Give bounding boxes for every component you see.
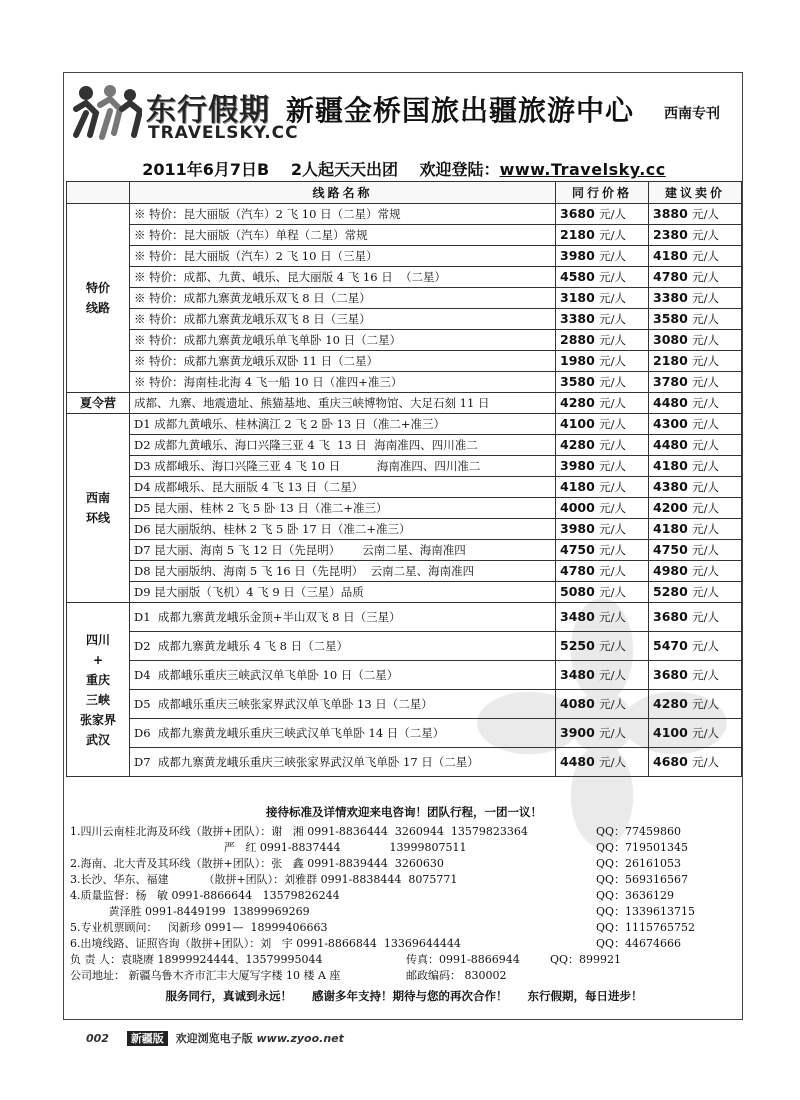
dateline <box>64 157 743 180</box>
price-value: 3380 <box>560 311 595 326</box>
table-row <box>67 748 742 777</box>
route-cell: ※ 特价：成都九寨黄龙峨乐双飞 8 日（二星） <box>130 288 556 309</box>
route-cell: ※ 特价：昆大丽版（汽车）2 飞 10 日（三星） <box>130 246 556 267</box>
price-unit: 元/人 <box>692 291 720 305</box>
suggested-price-cell <box>649 632 742 661</box>
header <box>64 73 743 153</box>
table-row <box>67 288 742 309</box>
suggested-price-cell <box>649 267 742 288</box>
price-value: 4300 <box>653 416 688 431</box>
price-value: 4780 <box>653 269 688 284</box>
price-unit: 元/人 <box>599 375 627 389</box>
contact-qq: QQ：44674666 <box>596 937 682 950</box>
peer-price-cell <box>556 540 649 561</box>
price-unit: 元/人 <box>692 543 720 557</box>
peer-price-cell <box>556 661 649 690</box>
price-unit: 元/人 <box>599 228 627 242</box>
category-cell: 西南 环线 <box>67 414 130 603</box>
table-row <box>67 414 742 435</box>
contact-qq: QQ：719501345 <box>596 841 689 854</box>
fax-info: 传真：0991-8866944 <box>406 953 520 966</box>
price-value: 4280 <box>653 696 688 711</box>
price-unit: 元/人 <box>599 459 627 473</box>
price-value: 3580 <box>653 311 688 326</box>
route-cell: 成都、九寨、地震遗址、熊猫基地、重庆三峡博物馆、大足石刻 11 日 <box>130 393 556 414</box>
route-cell: D7 成都九寨黄龙峨乐重庆三峡张家界武汉单飞单卧 17 日（二星） <box>130 748 556 777</box>
price-unit: 元/人 <box>692 333 720 347</box>
suggested-price-cell <box>649 414 742 435</box>
suggested-price-cell <box>649 351 742 372</box>
postal-code: 邮政编码： 830002 <box>406 969 507 982</box>
peer-price-cell <box>556 204 649 225</box>
price-unit: 元/人 <box>692 480 720 494</box>
price-unit: 元/人 <box>692 249 720 263</box>
price-value: 4980 <box>653 563 688 578</box>
contact-row <box>64 856 743 872</box>
route-cell: ※ 特价：成都九寨黄龙峨乐双飞 8 日（三星） <box>130 309 556 330</box>
table-row <box>67 204 742 225</box>
price-unit: 元/人 <box>599 564 627 578</box>
price-unit: 元/人 <box>599 312 627 326</box>
price-value: 3680 <box>560 206 595 221</box>
peer-price-cell <box>556 582 649 603</box>
price-value: 3480 <box>560 609 595 624</box>
price-unit: 元/人 <box>692 585 720 599</box>
contact-row <box>64 872 743 888</box>
price-value: 1980 <box>560 353 595 368</box>
contact-info: 5.专业机票顾问： 闵新珍 0991— 18999406663 <box>70 921 328 934</box>
price-unit: 元/人 <box>599 755 627 769</box>
contact-qq: QQ：569316567 <box>596 873 689 886</box>
table-row <box>67 498 742 519</box>
table-row <box>67 561 742 582</box>
price-value: 4180 <box>653 248 688 263</box>
price-value: 3080 <box>653 332 688 347</box>
contact-list <box>64 824 743 952</box>
slogan-1: 服务同行，真诚到永远！ <box>165 989 292 1003</box>
running-people-logo-icon <box>70 83 142 143</box>
price-value: 3780 <box>653 374 688 389</box>
price-unit: 元/人 <box>692 312 720 326</box>
table-row <box>67 246 742 267</box>
route-cell: ※ 特价：成都九寨黄龙峨乐单飞单卧 10 日（二星） <box>130 330 556 351</box>
price-unit: 元/人 <box>599 639 627 653</box>
price-value: 3680 <box>653 667 688 682</box>
price-unit: 元/人 <box>692 610 720 624</box>
route-cell: D8 昆大丽版纳、海南 5 飞 16 日（先昆明） 云南二星、海南准四 <box>130 561 556 582</box>
price-value: 4580 <box>560 269 595 284</box>
suggested-price-cell <box>649 603 742 632</box>
category-header <box>67 182 130 204</box>
contact-row <box>64 888 743 904</box>
table-row <box>67 540 742 561</box>
contact-info: 4.质量监督：杨 敏 0991-8866644 13579826244 <box>70 889 340 902</box>
contact-qq: QQ：1115765752 <box>596 921 696 934</box>
suggested-price-cell <box>649 748 742 777</box>
table-row <box>67 519 742 540</box>
route-cell: ※ 特价：昆大丽版（汽车）2 飞 10 日（二星）常规 <box>130 204 556 225</box>
price-value: 3480 <box>560 667 595 682</box>
page-footer <box>86 1030 344 1046</box>
price-value: 2180 <box>560 227 595 242</box>
price-unit: 元/人 <box>692 755 720 769</box>
suggested-price-cell <box>649 561 742 582</box>
peer-price-cell <box>556 351 649 372</box>
route-cell: D1 成都九黄峨乐、桂林漓江 2 飞 2 卧 13 日（准二+准三） <box>130 414 556 435</box>
address-row <box>64 968 743 984</box>
table-row <box>67 435 742 456</box>
slogan-3: 东行假期，每日进步！ <box>527 989 643 1003</box>
manager-qq: QQ：899921 <box>550 953 622 966</box>
price-unit: 元/人 <box>692 697 720 711</box>
price-value: 3580 <box>560 374 595 389</box>
suggested-price-cell <box>649 309 742 330</box>
table-row <box>67 456 742 477</box>
peer-price-cell <box>556 748 649 777</box>
price-unit: 元/人 <box>692 375 720 389</box>
price-unit: 元/人 <box>599 354 627 368</box>
contact-row <box>64 840 743 856</box>
price-value: 4750 <box>560 542 595 557</box>
contact-qq: QQ：1339613715 <box>596 905 696 918</box>
contact-info: 3.长沙、华东、福建 （散拼+团队）：刘雅群 0991-8838444 8075771 <box>70 873 458 886</box>
route-table-body <box>67 204 742 777</box>
price-value: 3900 <box>560 725 595 740</box>
contact-info: 1.四川云南桂北海及环线（散拼+团队）：谢 湘 0991-8836444 3260944 13579823364 <box>70 825 528 838</box>
table-row <box>67 309 742 330</box>
peer-price-header: 同行价格 <box>556 182 649 204</box>
route-header: 线路名称 <box>130 182 556 204</box>
manager-info: 负 责 人：袁晓赓 18999924444、13579995044 <box>70 953 323 966</box>
category-cell: 夏令营 <box>67 393 130 414</box>
suggested-price-cell <box>649 456 742 477</box>
price-value: 3380 <box>653 290 688 305</box>
price-unit: 元/人 <box>599 396 627 410</box>
suggested-price-cell <box>649 540 742 561</box>
price-value: 4280 <box>560 437 595 452</box>
edition-tag: 西南专刊 <box>664 106 720 122</box>
route-cell: D4 成都峨乐重庆三峡武汉单飞单卧 10 日（二星） <box>130 661 556 690</box>
price-value: 4180 <box>560 479 595 494</box>
contact-section <box>64 801 743 1004</box>
price-unit: 元/人 <box>692 207 720 221</box>
category-cell: 四川 + 重庆 三峡 张家界 武汉 <box>67 603 130 777</box>
category-cell: 特价 线路 <box>67 204 130 393</box>
price-unit: 元/人 <box>599 480 627 494</box>
suggested-price-cell <box>649 435 742 456</box>
peer-price-cell <box>556 225 649 246</box>
price-value: 4200 <box>653 500 688 515</box>
price-value: 4080 <box>560 696 595 711</box>
table-row <box>67 690 742 719</box>
price-value: 3680 <box>653 609 688 624</box>
price-value: 4380 <box>653 479 688 494</box>
contact-qq: QQ：3636129 <box>596 889 675 902</box>
price-unit: 元/人 <box>599 610 627 624</box>
contact-row <box>64 824 743 840</box>
peer-price-cell <box>556 632 649 661</box>
table-row <box>67 330 742 351</box>
route-cell: D2 成都九黄峨乐、海口兴隆三亚 4 飞 13 日 海南准四、四川准二 <box>130 435 556 456</box>
contact-qq: QQ：26161053 <box>596 857 682 870</box>
table-row <box>67 267 742 288</box>
route-cell: D5 昆大丽、桂林 2 飞 5 卧 13 日（准二+准三） <box>130 498 556 519</box>
route-cell: D6 成都九寨黄龙峨乐重庆三峡武汉单飞单卧 14 日（二星） <box>130 719 556 748</box>
slogan-line <box>64 988 743 1004</box>
suggested-price-header: 建议卖价 <box>649 182 742 204</box>
brand-name-en: TRAVELSKY.CC <box>148 123 299 143</box>
table-row <box>67 719 742 748</box>
price-unit: 元/人 <box>599 668 627 682</box>
route-cell: D9 昆大丽版（飞机）4 飞 9 日（三星）品质 <box>130 582 556 603</box>
contact-info: 严 红 0991-8837444 13999807511 <box>70 841 467 854</box>
suggested-price-cell <box>649 288 742 309</box>
price-value: 3180 <box>560 290 595 305</box>
peer-price-cell <box>556 288 649 309</box>
peer-price-cell <box>556 267 649 288</box>
company-address: 公司地址： 新疆乌鲁木齐市汇丰大厦写字楼 10 楼 A 座 <box>70 969 341 982</box>
table-row <box>67 582 742 603</box>
suggested-price-cell <box>649 477 742 498</box>
brand-name-cn: 东行假期 <box>146 93 270 128</box>
price-value: 4750 <box>653 542 688 557</box>
contact-info: 6.出境线路、证照咨询（散拼+团队）：刘 宇 0991-8866844 13369644444 <box>70 937 461 950</box>
peer-price-cell <box>556 372 649 393</box>
issue-date: 2011年6月7日B <box>142 160 270 179</box>
route-cell: ※ 特价：成都、九黄、峨乐、昆大丽版 4 飞 16 日 （二星） <box>130 267 556 288</box>
website-link[interactable]: www.Travelsky.cc <box>499 160 666 179</box>
price-value: 5250 <box>560 638 595 653</box>
price-unit: 元/人 <box>692 639 720 653</box>
price-value: 4180 <box>653 521 688 536</box>
price-value: 4000 <box>560 500 595 515</box>
contact-row <box>64 920 743 936</box>
peer-price-cell <box>556 603 649 632</box>
table-row <box>67 372 742 393</box>
price-value: 2180 <box>653 353 688 368</box>
suggested-price-cell <box>649 519 742 540</box>
route-cell: D7 昆大丽、海南 5 飞 12 日（先昆明） 云南二星、海南准四 <box>130 540 556 561</box>
route-cell: ※ 特价：成都九寨黄龙峨乐双卧 11 日（二星） <box>130 351 556 372</box>
manager-row <box>64 952 743 968</box>
suggested-price-cell <box>649 690 742 719</box>
suggested-price-cell <box>649 661 742 690</box>
peer-price-cell <box>556 456 649 477</box>
route-cell: ※ 特价：海南桂北海 4 飞一船 10 日（准四+准三） <box>130 372 556 393</box>
price-value: 4480 <box>653 437 688 452</box>
price-value: 5080 <box>560 584 595 599</box>
footer-site-link[interactable]: www.zyoo.net <box>256 1032 344 1045</box>
table-row <box>67 632 742 661</box>
peer-price-cell <box>556 690 649 719</box>
suggested-price-cell <box>649 372 742 393</box>
price-value: 2880 <box>560 332 595 347</box>
price-value: 3980 <box>560 458 595 473</box>
contact-heading: 接待标准及详情欢迎来电咨询！团队行程，一团一议！ <box>266 805 542 819</box>
peer-price-cell <box>556 330 649 351</box>
peer-price-cell <box>556 498 649 519</box>
price-unit: 元/人 <box>599 726 627 740</box>
table-row <box>67 393 742 414</box>
peer-price-cell <box>556 477 649 498</box>
peer-price-cell <box>556 246 649 267</box>
price-unit: 元/人 <box>692 501 720 515</box>
table-row <box>67 603 742 632</box>
price-unit: 元/人 <box>692 564 720 578</box>
route-cell: D3 成都峨乐、海口兴隆三亚 4 飞 10 日 海南准四、四川准二 <box>130 456 556 477</box>
contact-qq: QQ：77459860 <box>596 825 682 838</box>
price-unit: 元/人 <box>599 697 627 711</box>
table-row <box>67 477 742 498</box>
peer-price-cell <box>556 519 649 540</box>
price-unit: 元/人 <box>599 270 627 284</box>
page-title: 新疆金桥国旅出疆旅游中心 <box>286 94 635 127</box>
price-unit: 元/人 <box>692 270 720 284</box>
suggested-price-cell <box>649 204 742 225</box>
table-header-row <box>67 182 742 204</box>
price-unit: 元/人 <box>692 522 720 536</box>
suggested-price-cell <box>649 330 742 351</box>
suggested-price-cell <box>649 582 742 603</box>
edition-badge: 新疆版 <box>127 1031 168 1046</box>
peer-price-cell <box>556 414 649 435</box>
contact-info: 黄泽胜 0991-8449199 13899969269 <box>70 905 310 918</box>
route-cell: D1 成都九寨黄龙峨乐金顶+半山双飞 8 日（三星） <box>130 603 556 632</box>
price-unit: 元/人 <box>692 417 720 431</box>
price-value: 3980 <box>560 248 595 263</box>
suggested-price-cell <box>649 393 742 414</box>
price-value: 4680 <box>653 754 688 769</box>
suggested-price-cell <box>649 246 742 267</box>
price-value: 4100 <box>560 416 595 431</box>
peer-price-cell <box>556 393 649 414</box>
route-cell: ※ 特价：昆大丽版（汽车）单程（二星）常规 <box>130 225 556 246</box>
price-unit: 元/人 <box>599 543 627 557</box>
suggested-price-cell <box>649 225 742 246</box>
price-value: 5470 <box>653 638 688 653</box>
price-unit: 元/人 <box>599 585 627 599</box>
peer-price-cell <box>556 309 649 330</box>
price-unit: 元/人 <box>599 333 627 347</box>
price-unit: 元/人 <box>692 396 720 410</box>
departure-note: 2人起天天出团 <box>290 160 398 179</box>
suggested-price-cell <box>649 498 742 519</box>
price-value: 4280 <box>560 395 595 410</box>
price-unit: 元/人 <box>692 438 720 452</box>
table-row <box>67 661 742 690</box>
route-cell: D2 成都九寨黄龙峨乐 4 飞 8 日（二星） <box>130 632 556 661</box>
contact-info: 2.海南、北大青及其环线（散拼+团队）：张 鑫 0991-8839444 3260630 <box>70 857 444 870</box>
price-unit: 元/人 <box>599 249 627 263</box>
price-value: 4180 <box>653 458 688 473</box>
price-unit: 元/人 <box>692 228 720 242</box>
table-row <box>67 225 742 246</box>
document-page <box>63 72 743 1020</box>
price-value: 3980 <box>560 521 595 536</box>
price-unit: 元/人 <box>599 207 627 221</box>
route-cell: D6 昆大丽版纳、桂林 2 飞 5 卧 17 日（准二+准三） <box>130 519 556 540</box>
route-cell: D4 成都峨乐、昆大丽版 4 飞 13 日（二星） <box>130 477 556 498</box>
price-value: 3880 <box>653 206 688 221</box>
price-unit: 元/人 <box>692 726 720 740</box>
peer-price-cell <box>556 719 649 748</box>
contact-row <box>64 904 743 920</box>
peer-price-cell <box>556 561 649 582</box>
slogan-2: 感谢多年支持！期待与您的再次合作！ <box>312 989 508 1003</box>
price-unit: 元/人 <box>692 354 720 368</box>
ebook-text: 欢迎浏览电子版 <box>175 1032 253 1045</box>
price-unit: 元/人 <box>599 291 627 305</box>
price-unit: 元/人 <box>599 522 627 536</box>
price-unit: 元/人 <box>599 438 627 452</box>
price-value: 5280 <box>653 584 688 599</box>
price-value: 4480 <box>653 395 688 410</box>
route-cell: D5 成都峨乐重庆三峡张家界武汉单飞单卧 13 日（二星） <box>130 690 556 719</box>
price-unit: 元/人 <box>599 417 627 431</box>
price-value: 4480 <box>560 754 595 769</box>
table-row <box>67 351 742 372</box>
route-price-table <box>66 181 742 777</box>
price-value: 4780 <box>560 563 595 578</box>
price-unit: 元/人 <box>599 501 627 515</box>
contact-row <box>64 936 743 952</box>
welcome-text: 欢迎登陆： <box>419 160 500 179</box>
price-unit: 元/人 <box>692 668 720 682</box>
peer-price-cell <box>556 435 649 456</box>
price-value: 2380 <box>653 227 688 242</box>
price-unit: 元/人 <box>692 459 720 473</box>
suggested-price-cell <box>649 719 742 748</box>
page-number: 002 <box>86 1032 109 1045</box>
price-value: 4100 <box>653 725 688 740</box>
